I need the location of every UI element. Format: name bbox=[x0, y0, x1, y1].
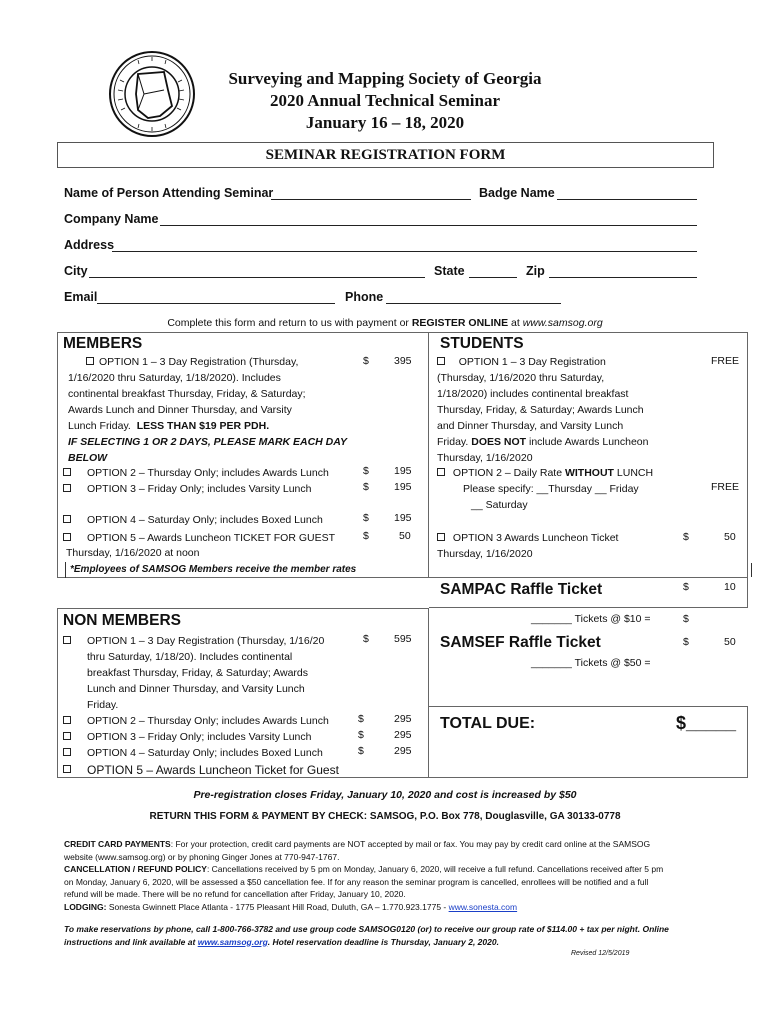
badge-label: Badge Name bbox=[479, 186, 555, 200]
instructions: Complete this form and return to us with payment or REGISTER ONLINE at www.samsog.org bbox=[167, 317, 603, 329]
student-option3-checkbox[interactable] bbox=[437, 533, 445, 541]
seminar-title: 2020 Annual Technical Seminar bbox=[269, 91, 501, 110]
phone-label: Phone bbox=[345, 290, 384, 304]
student-option1-checkbox[interactable] bbox=[437, 357, 445, 365]
total-due-input[interactable]: $_____ bbox=[676, 713, 737, 733]
students-section: STUDENTS OPTION 1 – 3 Day Registration (Thursday, 1/16/2020 thru Saturday, 1/18/2020) includes continental breakfast Thursday, Friday, & Saturday; Awards Lunch and Dinner Thursday, and Varsity Lunch Friday. DOES NOT include Awards Luncheon Thursday, 1/16/2020 FREE OPTION 2 – Daily Rate WITHOUT LUNCH Please specify: __Thursday __ Friday __ Saturday FREE OPTION 3 Awards Luncheon Ticket Thursday, 1/16/2020 $ 50 bbox=[429, 332, 748, 578]
member-option3-price: 195 bbox=[394, 481, 412, 493]
sampac-heading: SAMPAC Raffle Ticket bbox=[440, 581, 603, 598]
city-input[interactable] bbox=[89, 266, 425, 278]
address-label: Address bbox=[64, 238, 115, 252]
nonmembers-heading: NON MEMBERS bbox=[63, 612, 181, 629]
student-option1-price: FREE bbox=[711, 355, 740, 367]
nonmembers-section: NON MEMBERS OPTION 1 – 3 Day Registration (Thursday, 1/16/20 thru Saturday, 1/18/20). Includes continental breakfast Thursday, Friday, & Saturday; Awards Lunch and Dinner Thursday, and Varsity Lunch Friday. $ 595 OPTION 2 – Thursday Only; includes Awards Lunch $ 295 OPTION 3 – Friday Only; includes Varsity Lunch $ 295 OPTION 4 – Saturday Only; includes Boxed Lunch $ 295 OPTION 5 – Awards Luncheon Ticket for Guest bbox=[57, 608, 429, 778]
email-input[interactable] bbox=[97, 292, 335, 304]
total-label: TOTAL DUE: bbox=[440, 715, 536, 732]
address-input[interactable] bbox=[112, 240, 697, 252]
student-option2-price: FREE bbox=[711, 481, 740, 493]
company-input[interactable] bbox=[160, 214, 697, 226]
state-input[interactable] bbox=[469, 266, 517, 278]
member-option4-checkbox[interactable] bbox=[63, 515, 71, 523]
member-option2-price: 195 bbox=[394, 465, 412, 477]
members-section: MEMBERS OPTION 1 – 3 Day Registration (Thursday, 1/16/2020 thru Saturday, 1/18/2020). Includes continental breakfast Thursday, Friday, & Saturday; Awards Lunch and Dinner Thursday, and Varsity Lunch Friday. LESS THAN $19 PER PDH. IF SELECTING 1 OR 2 DAYS, PLEASE MARK EACH DAY BELOW $ 395 OPTION 2 – Thursday Only; includes Awards Lunch $ 195 OPTION 3 – Friday Only; includes Varsity Lunch $ 195 OPTION 4 – Saturday Only; includes Boxed Lunch $ 195 OPTION 5 – Awards Luncheon TICKET FOR GUEST Thursday, 1/16/2020 at noon $ 50 *Employees of SAMSOG Members receive the member rates bbox=[57, 332, 429, 578]
state-label: State bbox=[434, 264, 465, 278]
member-option1-checkbox[interactable] bbox=[86, 357, 94, 365]
return-address: RETURN THIS FORM & PAYMENT BY CHECK: SAMSOG, P.O. Box 778, Douglasville, GA 30133-0778 bbox=[149, 811, 621, 822]
samsef-heading: SAMSEF Raffle Ticket bbox=[440, 634, 601, 651]
name-input[interactable] bbox=[271, 188, 471, 200]
members-heading: MEMBERS bbox=[63, 335, 143, 352]
nonmember-option4-checkbox[interactable] bbox=[63, 748, 71, 756]
revised-date: Revised 12/5/2019 bbox=[571, 950, 630, 957]
sonesta-link[interactable]: www.sonesta.com bbox=[448, 901, 518, 912]
member-option5-checkbox[interactable] bbox=[63, 533, 71, 541]
city-label: City bbox=[64, 264, 88, 278]
nonmember-option1-price: 595 bbox=[394, 633, 412, 645]
preregistration-notice: Pre-registration closes Friday, January 10, 2020 and cost is increased by $50 bbox=[193, 789, 577, 801]
seminar-dates: January 16 – 18, 2020 bbox=[305, 113, 465, 132]
total-section bbox=[429, 706, 748, 778]
member-option1-price: 395 bbox=[394, 355, 412, 367]
nonmember-option3-price: 295 bbox=[394, 729, 412, 741]
nonmember-option3-checkbox[interactable] bbox=[63, 732, 71, 740]
website-text: www.samsog.org bbox=[522, 317, 603, 329]
zip-input[interactable] bbox=[549, 266, 697, 278]
member-option2-checkbox[interactable] bbox=[63, 468, 71, 476]
nonmember-option4-price: 295 bbox=[394, 745, 412, 757]
margin-mark bbox=[751, 563, 752, 577]
company-label: Company Name bbox=[64, 212, 159, 226]
employee-note: *Employees of SAMSOG Members receive the member rates bbox=[65, 562, 365, 578]
student-option3-price: 50 bbox=[724, 531, 736, 543]
samsef-section: SAMSEF Raffle Ticket $ 50 bbox=[440, 634, 736, 651]
student-option2-checkbox[interactable] bbox=[437, 468, 445, 476]
pdh-note: LESS THAN $19 PER PDH. bbox=[136, 420, 270, 432]
select-days-note: IF SELECTING 1 OR 2 DAYS, PLEASE MARK EACH DAY bbox=[68, 436, 348, 448]
nonmember-option2-checkbox[interactable] bbox=[63, 716, 71, 724]
form-title: SEMINAR REGISTRATION FORM bbox=[57, 142, 714, 168]
nonmember-option1-checkbox[interactable] bbox=[63, 636, 71, 644]
students-heading: STUDENTS bbox=[440, 335, 524, 352]
sampac-price: 10 bbox=[724, 581, 736, 593]
nonmember-option5-checkbox[interactable] bbox=[63, 765, 71, 773]
badge-input[interactable] bbox=[557, 188, 697, 200]
email-label: Email bbox=[64, 290, 98, 304]
register-online-text: REGISTER ONLINE bbox=[411, 317, 509, 329]
name-label: Name of Person Attending Seminar bbox=[64, 186, 274, 200]
society-name: Surveying and Mapping Society of Georgia bbox=[228, 69, 542, 88]
nonmember-option2-price: 295 bbox=[394, 713, 412, 725]
phone-input[interactable] bbox=[386, 292, 561, 304]
footer-text: CREDIT CARD PAYMENTS: For your protection, credit card payments are NOT accepted by mail or fax. You may pay by credit card online at the SAMSOG website (www.samsog.org) or by phoning Ginger Jones at 770-947-1767. CANCELLATION / REFUND POLICY: Cancellations received by 5 pm on Monday, January 6, 2020, will receive a full refund. Cancellations received after 5 pm on Monday, January 6, 2020, will be assessed a $50 cancellation fee. If for any reason the seminar program is cancelled, enrollees will be notified and a full refund will be made. There will be no refund for cancellation after Friday, January 10, 2020. LODGING: Sonesta Gwinnett Place Atlanta - 1775 Pleasant Hill Road, Duluth, GA – 1.770.923.1775 - www.sonesta.com To make reservations by phone, call 1-800-766-3782 and use group code SAMSOG0120 (or) to receive our group rate of $114.00 + tax per night. Online instructions and link available at www.samsog.org. Hotel reservation deadline is Thursday, January 2, 2020. bbox=[64, 839, 669, 947]
member-option3-checkbox[interactable] bbox=[63, 484, 71, 492]
samsef-price: 50 bbox=[724, 636, 736, 648]
member-option4-price: 195 bbox=[394, 512, 412, 524]
samsog-link[interactable]: www.samsog.org bbox=[197, 936, 268, 947]
sampac-section: SAMPAC Raffle Ticket $ 10 bbox=[429, 578, 748, 608]
sampac-tickets-line[interactable]: _______ Tickets @ $10 = bbox=[531, 613, 651, 625]
zip-label: Zip bbox=[526, 264, 545, 278]
member-option5-price: 50 bbox=[399, 530, 411, 542]
samsef-tickets-line[interactable]: _______ Tickets @ $50 = bbox=[531, 657, 651, 669]
